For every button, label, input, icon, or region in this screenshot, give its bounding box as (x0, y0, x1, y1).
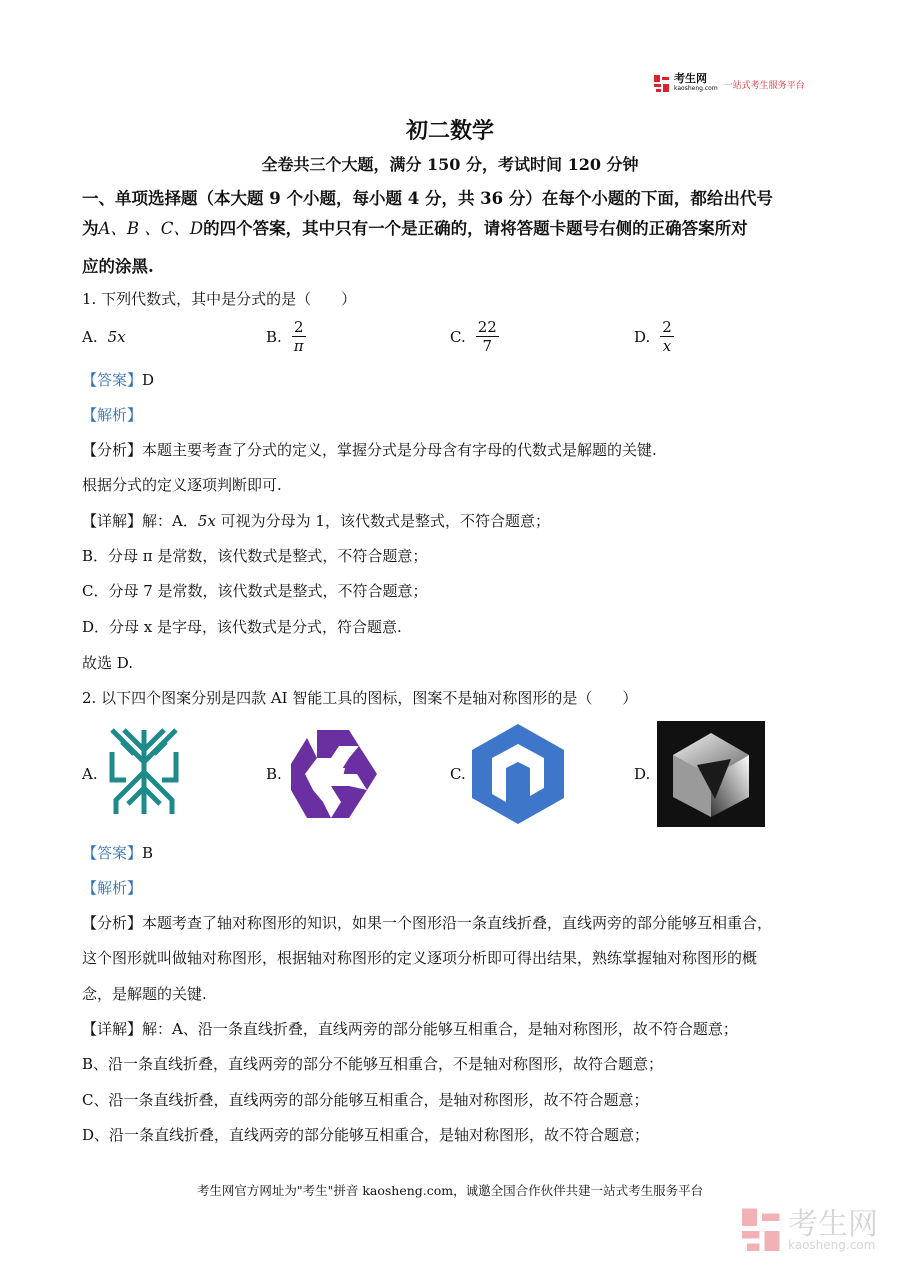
numerator: 22 (477, 318, 497, 336)
section-heading-post: 的四个答案，其中只有一个是正确的，请将答题卡题号右侧的正确答案所对 (203, 219, 748, 238)
answer-tag: 【答案】 (82, 844, 143, 862)
purple-ai-logo-icon (287, 728, 385, 824)
q1-detail-d: D．分母 x 是字母，该代数式是分式，符合题意. (82, 618, 402, 636)
q2-option-a-label: A. (82, 765, 98, 783)
q2-option-b-label: B. (266, 765, 282, 783)
q1-option-a (82, 328, 126, 346)
q1-analysis-tag: 【解析】 (82, 406, 143, 424)
page-title: 初二数学 (405, 118, 494, 144)
watermark-sub: kaosheng.com (788, 1238, 876, 1252)
q2-stem: 2. 以下四个图案分别是四款 AI 智能工具的图标，图案不是轴对称图形的是（ ） (82, 689, 638, 707)
denominator: x (662, 337, 672, 355)
section-heading-pre: 为 (82, 219, 99, 238)
numerator: 2 (293, 318, 304, 336)
q2-fenxi-1: 【分析】本题考查了轴对称图形的知识，如果一个图形沿一条直线折叠，直线两旁的部分能够互相重合， (82, 914, 773, 932)
q2-option-d-label: D. (634, 765, 651, 783)
kaosheng-logo-icon (654, 75, 670, 93)
detail-post: 可视为分母为 1，该代数式是整式，不符合题意； (215, 512, 550, 530)
q1-detail-c: C．分母 7 是常数，该代数式是整式，不符合题意； (82, 582, 428, 600)
dark-cube-logo-icon (657, 721, 765, 831)
header-logo (654, 74, 805, 94)
teal-ai-logo-icon (104, 722, 184, 826)
section-heading-line1: 一、单项选择题（本大题 9 个小题，每小题 4 分，共 36 分）在每个小题的下面，都给出代号 (82, 189, 773, 208)
q1-option-c (450, 318, 499, 355)
detail-expr: 5x (197, 512, 216, 530)
exam-info: 全卷共三个大题，满分 150 分，考试时间 120 分钟 (261, 155, 639, 174)
q1-fenxi: 【分析】本题主要考查了分式的定义，掌握分式是分母含有字母的代数式是解题的关键. (82, 441, 657, 459)
footer-note: 考生网官方网址为"考生"拼音 kaosheng.com，诚邀全国合作伙伴共建一站式考生服务平台 (196, 1183, 704, 1198)
option-label: C. (450, 327, 466, 346)
option-value: 5x (107, 328, 126, 346)
numerator: 2 (662, 318, 672, 336)
option-label: D. (634, 327, 651, 346)
denominator: 7 (482, 337, 493, 355)
logo-tagline: 一站式考生服务平台 (723, 80, 805, 91)
q2-detail-1: 【详解】解：A、沿一条直线折叠，直线两旁的部分能够互相重合，是轴对称图形，故不符合题意； (82, 1020, 738, 1038)
q1-detail-b: B．分母 π 是常数，该代数式是整式，不符合题意； (82, 547, 428, 565)
q1-option-d (634, 318, 674, 355)
section-heading-line2 (82, 218, 748, 240)
fraction (660, 318, 674, 355)
section-heading-line3: 应的涂黑. (82, 257, 154, 276)
blue-cube-logo-icon (470, 722, 566, 830)
denominator: π (293, 337, 304, 355)
watermark-logo-icon (742, 1208, 782, 1254)
logo-text: 考生网 (674, 72, 707, 85)
logo-sub: kaosheng.com (674, 85, 718, 92)
fraction (292, 318, 306, 355)
q2-analysis-tag: 【解析】 (82, 879, 143, 897)
watermark-text: 考生网 (788, 1207, 878, 1242)
q2-option-c-label: C. (450, 765, 466, 783)
option-letters: A、B 、C、D (98, 219, 204, 238)
q2-fenxi-2: 这个图形就叫做轴对称图形，根据轴对称图形的定义逐项分析即可得出结果，熟练掌握轴对称图形的概 (82, 949, 758, 967)
q2-detail-2: B、沿一条直线折叠，直线两旁的部分不能够互相重合，不是轴对称图形，故符合题意； (82, 1055, 664, 1073)
q1-answer (82, 370, 154, 390)
detail-pre: 【详解】解：A． (82, 512, 198, 530)
watermark (742, 1208, 878, 1254)
answer-tag: 【答案】 (82, 371, 143, 389)
option-label: A. (82, 328, 98, 346)
q2-fenxi-3: 念，是解题的关键. (82, 985, 207, 1003)
q2-detail-4: D、沿一条直线折叠，直线两旁的部分能够互相重合，是轴对称图形，故不符合题意； (82, 1126, 650, 1144)
option-label: B. (266, 327, 282, 346)
fraction (476, 318, 499, 355)
q1-fenxi2: 根据分式的定义逐项判断即可. (82, 476, 282, 494)
q1-stem: 1. 下列代数式，其中是分式的是（ ） (82, 290, 357, 308)
q1-detail-a (82, 511, 550, 531)
answer-value: B (142, 844, 154, 862)
answer-value: D (142, 371, 155, 389)
q2-answer (82, 843, 153, 863)
q1-option-b (266, 318, 306, 355)
q2-detail-3: C、沿一条直线折叠，直线两旁的部分能够互相重合，是轴对称图形，故不符合题意； (82, 1091, 649, 1109)
q1-conclusion: 故选 D. (82, 654, 134, 672)
